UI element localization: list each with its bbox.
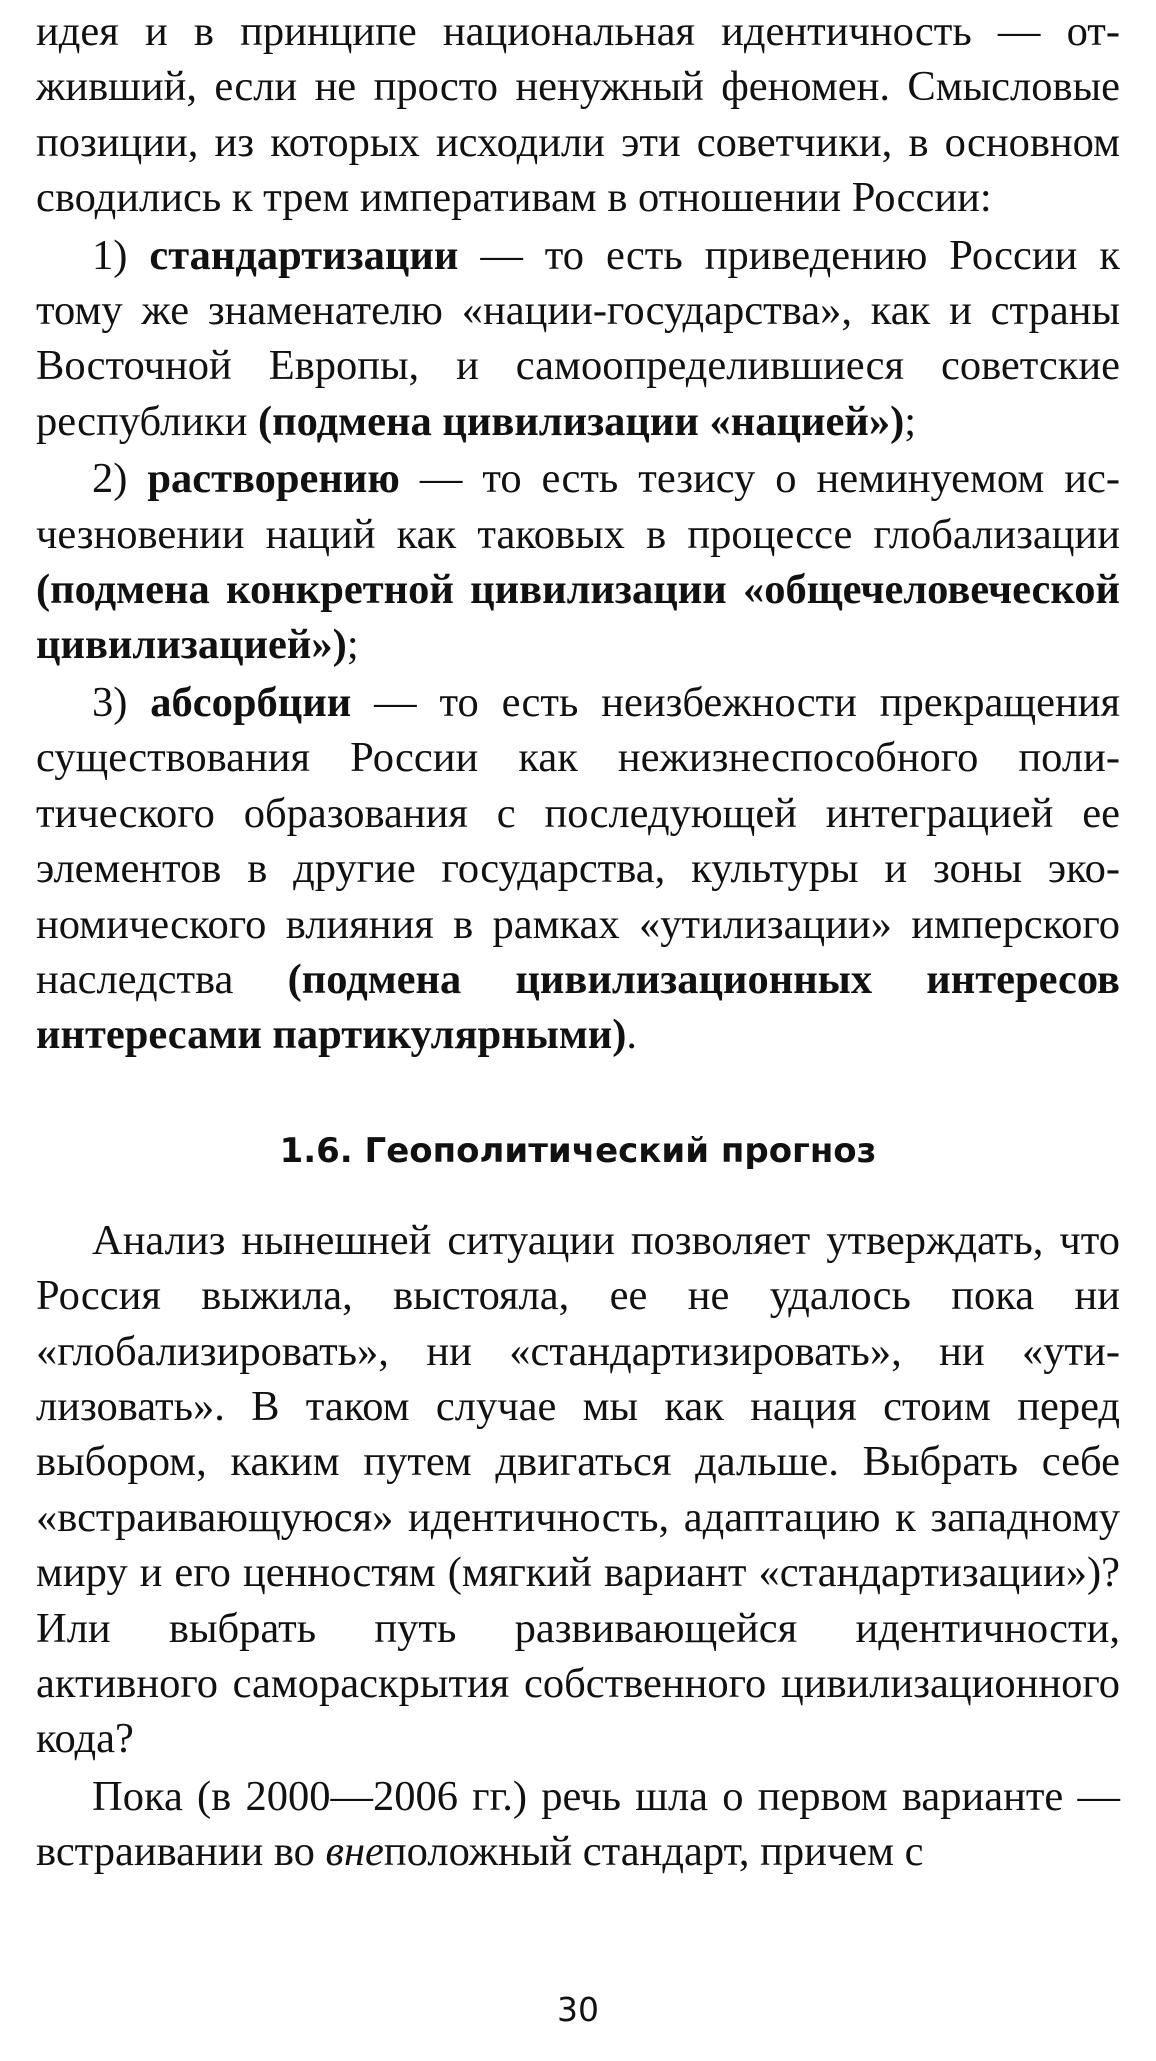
list-item-2-note: (подмена конкретной цивилизации «общечеловеческой цивилизацией») <box>36 566 1120 669</box>
section-paragraph-2-after: положный стандарт, причем с <box>383 1828 924 1876</box>
section-heading: 1.6. Геополитический прогноз <box>279 1130 877 1171</box>
list-item-1-end: ; <box>904 397 917 445</box>
list-item-3-term: абсорбции <box>150 678 352 726</box>
page-number: 30 <box>557 1990 599 2029</box>
list-item-1 <box>36 228 1120 450</box>
section-paragraph-2 <box>36 1769 1120 1880</box>
list-item-1-term: стандартизации <box>149 231 459 279</box>
list-item-1-number: 1) <box>92 231 150 279</box>
list-item-2-term: растворению <box>147 455 400 503</box>
list-item-2-end: ; <box>346 621 359 669</box>
list-item-3-text: — то есть неизбежности прекращения существования России как нежизнеспособного политического образования с последующей интеграцией ее элементов в другие государства, культуры и зоны экономического влияния в рамках «утилизации» имперского наследства <box>36 678 1120 1003</box>
list-item-3 <box>36 675 1120 1063</box>
list-item-2-number: 2) <box>92 455 148 503</box>
section-paragraph-2-before: Пока (в 2000—2006 гг.) речь шла о первом варианте — встраивании во <box>36 1772 1120 1876</box>
list-item-1-note: (подмена цивилизации «нацией») <box>258 397 905 445</box>
list-item-1-text: — то есть приведению России к тому же знаменателю «нации-государства», как и страны Восточной Европы, и самоопределившиеся советские республики <box>36 231 1120 445</box>
list-item-2 <box>36 451 1120 673</box>
list-item-3-number: 3) <box>92 678 151 726</box>
list-item-3-note: (подмена цивилизационных интересов интересами партикулярными) <box>36 955 1120 1059</box>
page-body <box>36 4 1120 1880</box>
intro-paragraph: идея и в принципе национальная идентичность — отживший, если не просто ненужный феномен. Смысловые позиции, из которых исходили эти советчики, в основном сводились к трем императивам в отношении России: <box>36 8 1120 222</box>
section-paragraph-2-italic: вне <box>325 1828 384 1876</box>
list-item-2-text: — то есть тезису о неминуемом исчезновении наций как таковых в процессе глобализации <box>36 455 1120 558</box>
section-paragraph-1: Анализ нынешней ситуации позволяет утверждать, что Россия выжила, выстояла, ее не удалось пока ни «глобализировать», ни «стандартизировать», ни «утилизовать». В таком случае мы как нация стоим перед выбором, каким путем двигаться дальше. Выбрать себе «встраивающуюся» идентичность, адаптацию к западному миру и его ценностям (мягкий вариант «стандартизации»)? Или выбрать путь развивающейся идентичности, активного самораскрытия собственного цивилизационного кода? <box>36 1216 1120 1763</box>
list-item-3-end: . <box>626 1011 638 1059</box>
